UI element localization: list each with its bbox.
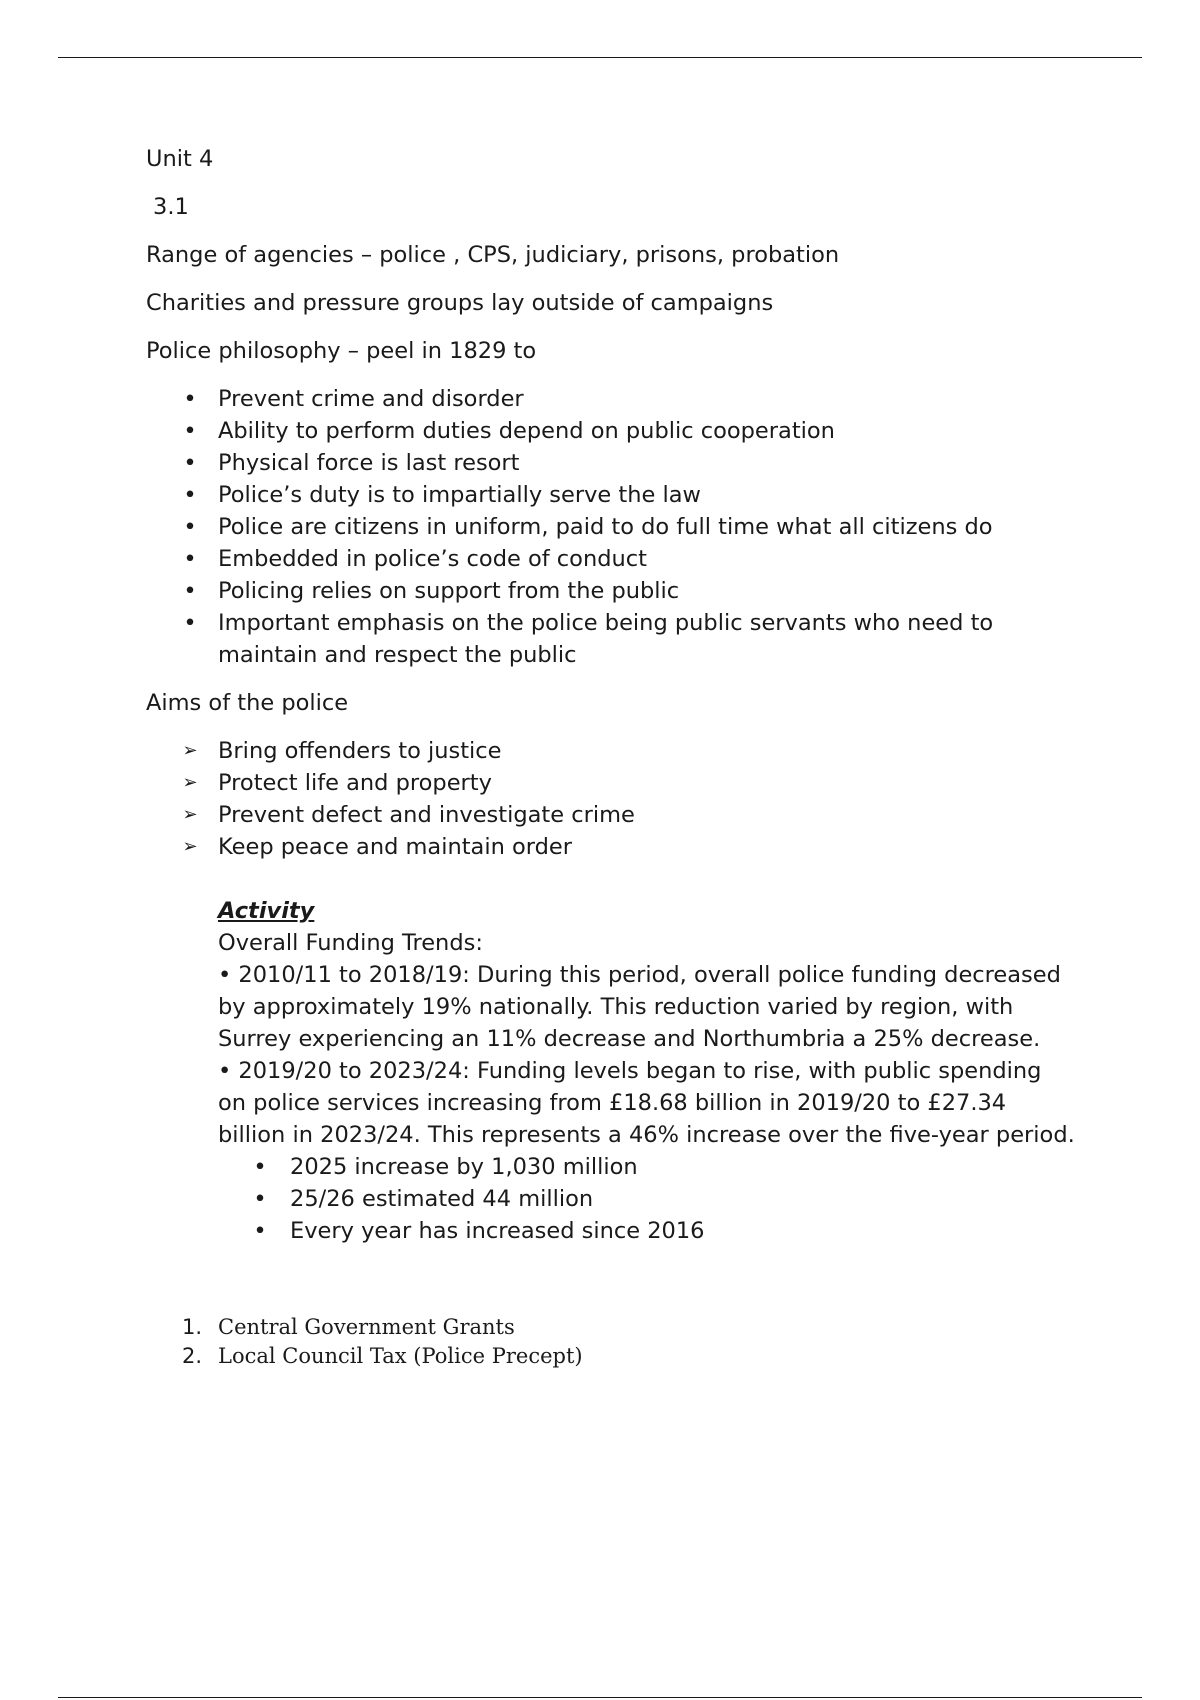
activity-subtitle: Overall Funding Trends: xyxy=(218,930,483,956)
list-item: • Important emphasis on the police being public servants who need to maintain and respect the public xyxy=(146,607,1076,671)
bullet-icon: • xyxy=(183,386,197,412)
header-rule xyxy=(58,57,1142,58)
document-body xyxy=(146,143,1076,1371)
charities-line: Charities and pressure groups lay outside of campaigns xyxy=(146,290,774,316)
activity-section xyxy=(146,895,1076,1151)
arrow-bullet-icon: ➢ xyxy=(182,836,198,857)
philosophy-heading: Police philosophy – peel in 1829 to xyxy=(146,338,537,364)
section-number: 3.1 xyxy=(153,194,189,220)
bullet-icon: • xyxy=(183,418,197,444)
activity-title: Activity xyxy=(218,898,315,924)
arrow-bullet-icon: ➢ xyxy=(182,804,198,825)
bullet-icon: • xyxy=(183,610,197,636)
bullet-icon: • xyxy=(253,1154,267,1180)
activity-paragraph: • 2019/20 to 2023/24: Funding levels began to rise, with public spending on police services increasing from £18.68 billion in 2019/20 to £27.34 billion in 2023/24. This represents a 46% increase over the five-year period. xyxy=(218,1058,1075,1148)
list-item: • Physical force is last resort xyxy=(146,447,1076,479)
list-item: • 25/26 estimated 44 million xyxy=(146,1183,1076,1215)
activity-sub-list xyxy=(146,1151,1076,1247)
agencies-line: Range of agencies – police , CPS, judiciary, prisons, probation xyxy=(146,242,840,268)
arrow-bullet-icon: ➢ xyxy=(182,772,198,793)
bullet-icon: • xyxy=(183,514,197,540)
list-item: 1. Central Government Grants xyxy=(146,1313,1076,1342)
bullet-icon: • xyxy=(253,1186,267,1212)
list-item: • 2025 increase by 1,030 million xyxy=(146,1151,1076,1183)
arrow-bullet-icon: ➢ xyxy=(182,740,198,761)
bullet-icon: • xyxy=(183,450,197,476)
list-item: ➢ Bring offenders to justice xyxy=(146,735,1076,767)
activity-paragraph: • 2010/11 to 2018/19: During this period, overall police funding decreased by approximately 19% nationally. This reduction varied by region, with Surrey experiencing an 11% decrease and Northumbria a 25% decrease. xyxy=(218,962,1061,1052)
funding-sources-list xyxy=(146,1313,1076,1371)
list-number: 2. xyxy=(182,1344,203,1368)
philosophy-list xyxy=(146,383,1076,671)
list-item: 2. Local Council Tax (Police Precept) xyxy=(146,1342,1076,1371)
list-item: • Embedded in police’s code of conduct xyxy=(146,543,1076,575)
footer-rule xyxy=(58,1697,1142,1698)
bullet-icon: • xyxy=(183,578,197,604)
list-item: ➢ Keep peace and maintain order xyxy=(146,831,1076,863)
list-item: • Policing relies on support from the public xyxy=(146,575,1076,607)
list-number: 1. xyxy=(182,1315,203,1339)
bullet-icon: • xyxy=(253,1218,267,1244)
list-item: • Ability to perform duties depend on public cooperation xyxy=(146,415,1076,447)
list-item: ➢ Protect life and property xyxy=(146,767,1076,799)
list-item: • Every year has increased since 2016 xyxy=(146,1215,1076,1247)
unit-title: Unit 4 xyxy=(146,146,214,172)
list-item: • Police are citizens in uniform, paid to do full time what all citizens do xyxy=(146,511,1076,543)
aims-heading: Aims of the police xyxy=(146,690,349,716)
list-item: • Prevent crime and disorder xyxy=(146,383,1076,415)
bullet-icon: • xyxy=(183,482,197,508)
bullet-icon: • xyxy=(183,546,197,572)
list-item: ➢ Prevent defect and investigate crime xyxy=(146,799,1076,831)
list-item: • Police’s duty is to impartially serve the law xyxy=(146,479,1076,511)
aims-list xyxy=(146,735,1076,863)
